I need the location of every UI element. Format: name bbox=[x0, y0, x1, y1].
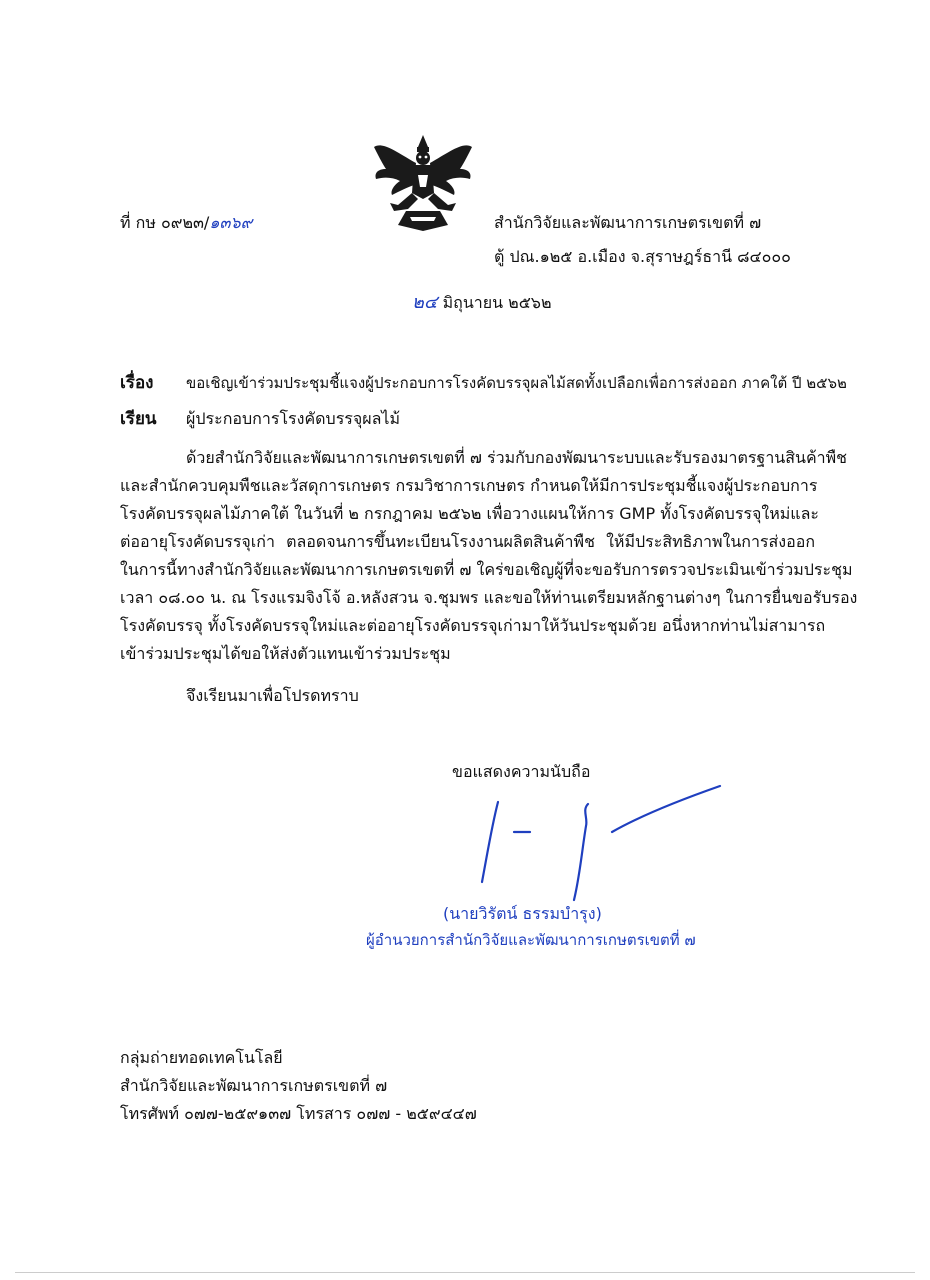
letter-date bbox=[412, 287, 552, 316]
signer-title: ผู้อำนวยการสำนักวิจัยและพัฒนาการเกษตรเขตที่ ๗ bbox=[366, 931, 696, 949]
body-line: ในการนี้ทางสำนักวิจัยและพัฒนาการเกษตรเขตที่ ๗ ใคร่ขอเชิญผู้ที่จะขอรับการตรวจประเมินเข้าร่วมประชุม bbox=[120, 560, 853, 579]
closing-request: จึงเรียนมาเพื่อโปรดทราบ bbox=[186, 686, 359, 705]
body-line: โรงคัดบรรจุผลไม้ภาคใต้ ในวันที่ ๒ กรกฎาคม ๒๕๖๒ เพื่อวางแผนให้การ GMP ทั้งโรงคัดบรรจุใหม่และ bbox=[120, 504, 819, 523]
footer-department: กลุ่มถ่ายทอดเทคโนโลยี bbox=[120, 1048, 283, 1067]
body-line: ด้วยสำนักวิจัยและพัฒนาการเกษตรเขตที่ ๗ ร่วมกับกองพัฒนาระบบและรับรองมาตรฐานสินค้าพืช bbox=[186, 448, 848, 467]
body-line: เข้าร่วมประชุมได้ขอให้ส่งตัวแทนเข้าร่วมประชุม bbox=[120, 644, 451, 663]
footer-office: สำนักวิจัยและพัฒนาการเกษตรเขตที่ ๗ bbox=[120, 1076, 388, 1095]
scan-edge-line bbox=[15, 1272, 915, 1273]
subject-text: ขอเชิญเข้าร่วมประชุมชี้แจงผู้ประกอบการโรงคัดบรรจุผลไม้สดทั้งเปลือกเพื่อการส่งออก ภาคใต้ ปี ๒๕๖๒ bbox=[186, 374, 847, 392]
body-line: และสำนักควบคุมพืชและวัสดุการเกษตร กรมวิชาการเกษตร กำหนดให้มีการประชุมชี้แจงผู้ประกอบการ bbox=[120, 476, 818, 495]
office-name: สำนักวิจัยและพัฒนาการเกษตรเขตที่ ๗ bbox=[494, 213, 762, 232]
footer-contact: โทรศัพท์ ๐๗๗-๒๕๙๑๓๗ โทรสาร ๐๗๗ - ๒๕๙๔๔๗ bbox=[120, 1104, 477, 1123]
reference-prefix: ที่ กษ ๐๙๒๓/ bbox=[120, 213, 210, 232]
body-line: ต่ออายุโรงคัดบรรจุเก่า ตลอดจนการขึ้นทะเบียนโรงงานผลิตสินค้าพืช ให้มีประสิทธิภาพในการส่งออก bbox=[120, 532, 815, 551]
reference-handwritten-number: ๑๓๖๙ bbox=[209, 213, 253, 232]
subject-label: เรื่อง bbox=[120, 373, 154, 393]
office-address: ตู้ ปณ.๑๒๕ อ.เมือง จ.สุราษฎร์ธานี ๘๔๐๐๐ bbox=[494, 247, 791, 266]
handwritten-signature bbox=[470, 780, 740, 920]
body-line: เวลา ๐๘.๐๐ น. ณ โรงแรมจิงโจ้ อ.หลังสวน จ.ชุมพร และขอให้ท่านเตรียมหลักฐานต่างๆ ในการยื่นขอรับรอง bbox=[120, 588, 858, 607]
body-paragraph bbox=[120, 444, 858, 668]
date-month-year: มิถุนายน ๒๕๖๒ bbox=[442, 293, 552, 312]
recipient-text: ผู้ประกอบการโรงคัดบรรจุผลไม้ bbox=[186, 409, 401, 428]
signer-name: (นายวิรัตน์ ธรรมบำรุง) bbox=[443, 904, 602, 923]
regards-text: ขอแสดงความนับถือ bbox=[452, 762, 591, 781]
garuda-emblem-icon bbox=[368, 133, 478, 233]
date-day-handwritten: ๒๔ bbox=[412, 292, 438, 313]
recipient-label: เรียน bbox=[120, 409, 157, 429]
reference-number bbox=[120, 211, 252, 236]
body-line: โรงคัดบรรจุ ทั้งโรงคัดบรรจุใหม่และต่ออายุโรงคัดบรรจุเก่ามาให้วันประชุมด้วย อนึ่งหากท่านไม่สามารถ bbox=[120, 616, 826, 635]
